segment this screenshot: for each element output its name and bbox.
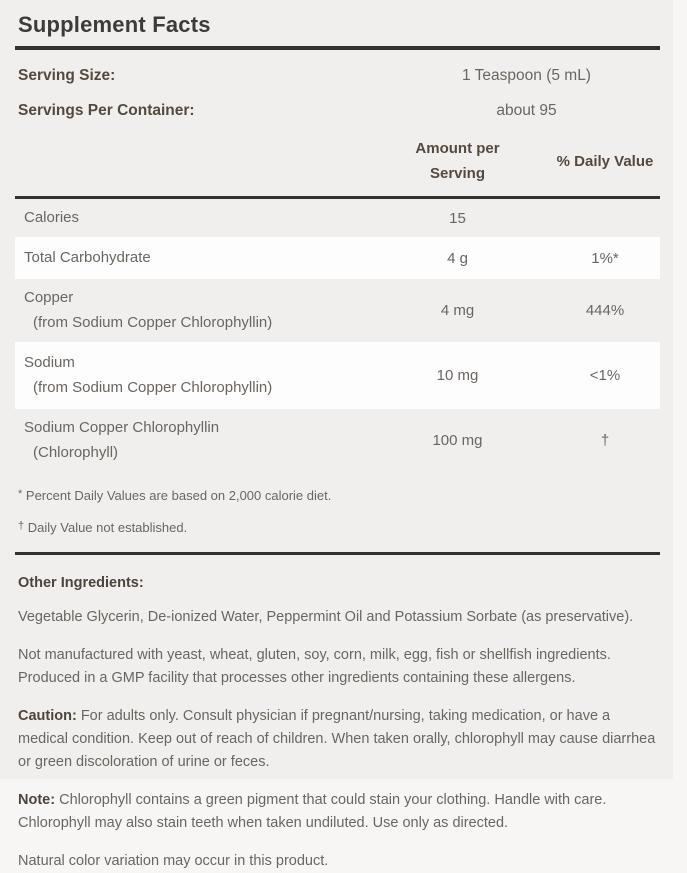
asterisk-symbol: *	[18, 488, 23, 500]
dagger-symbol: †	[18, 520, 25, 532]
amount-per-serving-header: Amount per Serving	[415, 140, 500, 182]
caution-label: Caution:	[18, 708, 77, 724]
serving-size-row	[15, 67, 660, 85]
serving-size-value: 1 Teaspoon (5 mL)	[462, 67, 591, 84]
amount-value: 15	[449, 209, 466, 227]
nutrient-source: (Chlorophyll)	[33, 444, 119, 461]
color-variation-statement: Natural color variation may occur in this product.	[18, 853, 329, 869]
table-row-sodium-copper-chlorophyllin	[15, 409, 660, 472]
amount-value: 4 g	[447, 249, 468, 267]
allergen-statement: Not manufactured with yeast, wheat, gluten, soy, corn, milk, egg, fish or shellfish ingredients. Produced in a GMP facility that processes other ingredients containing these allergens.	[18, 647, 611, 686]
table-row-sodium	[15, 342, 660, 409]
daily-value: 444%	[585, 302, 625, 319]
other-ingredients-text: Vegetable Glycerin, De-ionized Water, Peppermint Oil and Potassium Sorbate (as preservative).	[18, 609, 634, 625]
nutrient-name: Calories	[24, 209, 80, 226]
nutrient-name: Copper	[24, 289, 74, 306]
footnote-daily-values: * Percent Daily Values are based on 2,000 calorie diet.	[18, 488, 332, 503]
title-divider	[15, 46, 660, 50]
page-gutter	[673, 0, 687, 779]
serving-size-label: Serving Size:	[18, 67, 116, 84]
daily-value: <1%	[589, 367, 621, 384]
amount-value: 4 mg	[440, 302, 475, 319]
servings-per-container-value: about 95	[496, 102, 557, 119]
amount-value: 100 mg	[432, 432, 483, 449]
table-row-total-carbohydrate	[15, 237, 660, 279]
nutrient-name: Sodium	[24, 354, 75, 371]
nutrient-name: Sodium Copper Chlorophyllin	[24, 419, 220, 436]
table-row-copper	[15, 279, 660, 342]
other-ingredients-label: Other Ingredients:	[18, 575, 144, 591]
note-label: Note:	[18, 792, 56, 808]
amount-value: 10 mg	[436, 367, 479, 384]
table-row-calories	[15, 199, 660, 237]
nutrient-source: (from Sodium Copper Chlorophyllin)	[33, 314, 273, 331]
caution-statement: Caution: For adults only. Consult physician if pregnant/nursing, taking medication, or have a medical condition. Keep out of reach of children. When taken orally, chlorophyll may cause diarrhea or green discoloration of urine or feces.	[18, 708, 656, 770]
table-header-row	[15, 136, 660, 196]
note-statement: Note: Chlorophyll contains a green pigment that could stain your clothing. Handle with care. Chlorophyll may also stain teeth when taken undiluted. Use only as directed.	[18, 792, 607, 831]
nutrient-source: (from Sodium Copper Chlorophyllin)	[33, 379, 273, 396]
daily-value: †	[600, 432, 610, 449]
panel-title: Supplement Facts	[18, 12, 211, 37]
daily-value: 1%*	[591, 249, 619, 267]
section-divider	[15, 552, 660, 555]
footnote-dv-not-established: † Daily Value not established.	[18, 520, 188, 535]
nutrient-name: Total Carbohydrate	[24, 249, 151, 266]
servings-per-container-row	[15, 102, 660, 120]
servings-per-container-label: Servings Per Container:	[18, 102, 195, 119]
daily-value-header: % Daily Value	[556, 152, 654, 170]
